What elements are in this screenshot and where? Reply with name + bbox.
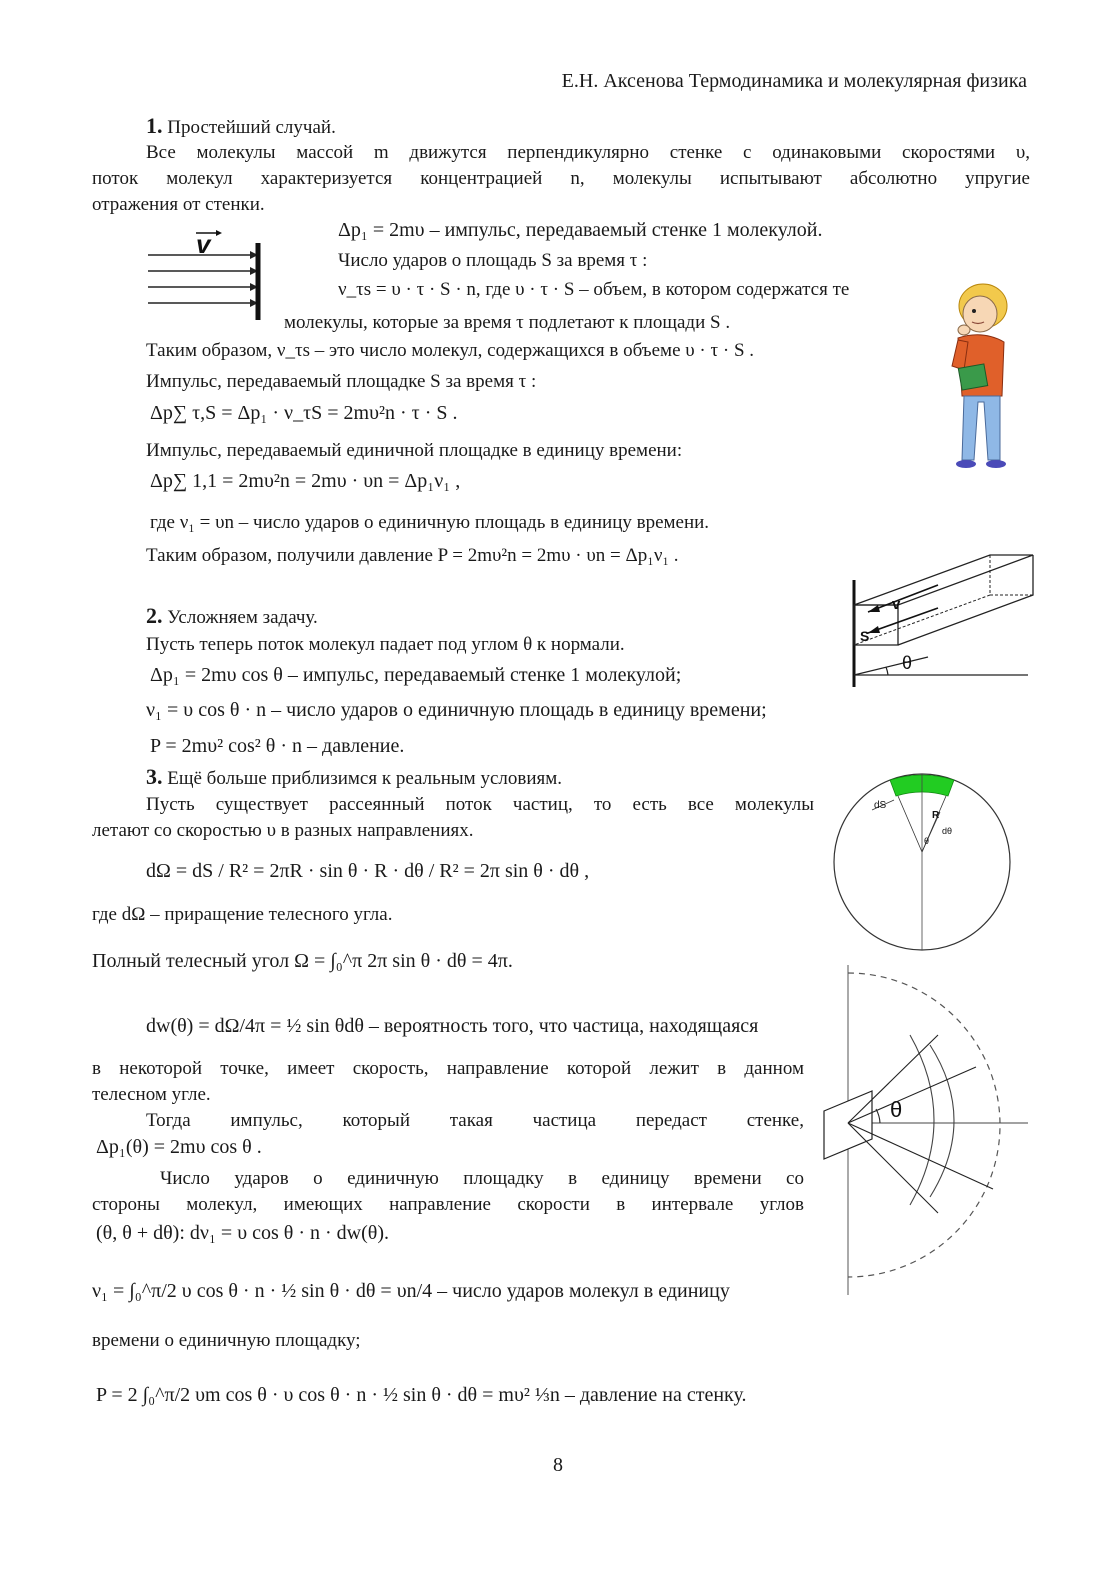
s2-line-1: Пусть теперь поток молекул падает под углом θ к нормали. (146, 634, 625, 655)
s3-paragraph-line-1: Пусть существует рассеянный поток частиц, то есть все молекулы (146, 794, 814, 815)
s2-line-3: ν₁ = υ cos θ · n – число ударов о единичную площадь в единицу времени; (146, 699, 767, 721)
fig2-theta-label: θ (902, 653, 913, 673)
fig2-velocity-label: v (892, 596, 901, 613)
velocity-label: v (196, 229, 211, 259)
s3-line-7a: Число ударов о единичную площадку в единицу времени со (160, 1168, 804, 1189)
s1-line-11: Таким образом, получили давление P = 2mυ²n = 2mυ · υn = Δp₁ν₁ . (146, 545, 679, 566)
section-1-title: Простейший случай. (167, 117, 336, 138)
s3-line-3: где dΩ – приращение телесного угла. (92, 904, 393, 925)
fig2-area-label: S (860, 628, 870, 644)
section-2-heading (146, 603, 318, 629)
s3-line-7c: (θ, θ + dθ): dν₁ = υ cos θ · n · dw(θ). (96, 1222, 389, 1244)
fig3-ds-label: dS (874, 800, 887, 811)
s3-paragraph-line-2: летают со скоростью υ в разных направлениях. (92, 820, 474, 841)
s3-line-4: Полный телесный угол Ω = ∫₀^π 2π sin θ · dθ = 4π. (92, 950, 513, 972)
s3-eq-solid-angle: dΩ = dS / R² = 2πR · sin θ · R · dθ / R² = 2π sin θ · dθ , (146, 860, 590, 882)
fig3-theta-label: θ (924, 836, 930, 846)
s3-line-7b: стороны молекул, имеющих направление скорости в интервале углов (92, 1194, 804, 1215)
fig3-radius-label: R (932, 810, 940, 821)
half-sphere-cone-figure (818, 965, 1048, 1295)
running-header: Е.Н. Аксенова Термодинамика и молекулярная физика (561, 70, 1027, 92)
s1-line-2: Число ударов о площадь S за время τ : (338, 250, 648, 271)
s1-line-5: Таким образом, ν_τs – это число молекул, содержащихся в объеме υ · τ · S . (146, 340, 755, 361)
thinking-boy-illustration (938, 278, 1028, 478)
s1-line-6: Импульс, передаваемый площадке S за время τ : (146, 371, 537, 392)
section-3-number: 3. (146, 764, 163, 789)
s1-line-3: ν_τs = υ · τ · S · n, где υ · τ · S – объем, в котором содержатся те (338, 279, 850, 300)
section-1-heading (146, 113, 336, 139)
s3-line-5c: телесном угле. (92, 1084, 211, 1105)
s2-line-4: P = 2mυ² cos² θ · n – давление. (150, 735, 405, 757)
oblique-flow-figure (848, 545, 1043, 695)
s1-paragraph-line-2: поток молекул характеризуется концентрацией n, молекулы испытывают абсолютно упругие (92, 168, 1030, 189)
s3-line-6a: Тогда импульс, который такая частица передаст стенке, (146, 1110, 804, 1131)
s2-line-2: Δp₁ = 2mυ cos θ – импульс, передаваемый стенке 1 молекулой; (150, 664, 682, 686)
s1-line-4: молекулы, которые за время τ подлетают к площади S . (284, 312, 731, 333)
s1-eq-line-9: Δp∑ 1,1 = 2mυ²n = 2mυ · υn = Δp₁ν₁ , (150, 470, 461, 492)
s3-line-8a: ν₁ = ∫₀^π/2 υ cos θ · n · ½ sin θ · dθ = υn/4 – число ударов молекул в единицу (92, 1280, 730, 1302)
section-2-number: 2. (146, 603, 163, 628)
section-2-title: Усложняем задачу. (167, 607, 318, 628)
s3-line-8b: времени о единичную площадку; (92, 1330, 361, 1351)
s1-line-10: где ν₁ = υn – число ударов о единичную площадь в единицу времени. (150, 512, 710, 533)
page-number: 8 (553, 1454, 563, 1476)
sphere-ring-figure (832, 770, 1012, 955)
fig4-theta-label: θ (890, 1097, 903, 1122)
s3-line-5b: в некоторой точке, имеет скорость, направление которой лежит в данном (92, 1058, 804, 1079)
section-1-number: 1. (146, 113, 163, 138)
wall-flow-figure (140, 225, 270, 325)
fig3-dtheta-label: dθ (942, 826, 953, 836)
s1-line-8: Импульс, передаваемый единичной площадке в единицу времени: (146, 440, 683, 461)
s1-eq-momentum: Δp₁ = 2mυ – импульс, передаваемый стенке 1 молекулой. (338, 219, 823, 241)
section-3-heading (146, 764, 562, 790)
s1-paragraph-line-3: отражения от стенки. (92, 194, 265, 215)
s3-line-5a: dw(θ) = dΩ/4π = ½ sin θdθ – вероятность того, что частица, находящаяся (146, 1015, 759, 1037)
s3-line-6b: Δp₁(θ) = 2mυ cos θ . (96, 1136, 262, 1158)
section-3-title: Ещё больше приблизимся к реальным условиям. (167, 768, 563, 789)
s1-eq-line-7: Δp∑ τ,S = Δp₁ · ν_τS = 2mυ²n · τ · S . (150, 402, 458, 424)
s3-line-9: P = 2 ∫₀^π/2 υm cos θ · υ cos θ · n · ½ sin θ · dθ = mυ² ⅓n – давление на стенку. (96, 1384, 747, 1406)
s1-paragraph-line-1: Все молекулы массой m движутся перпендикулярно стенке с одинаковыми скоростями υ, (146, 142, 1030, 163)
